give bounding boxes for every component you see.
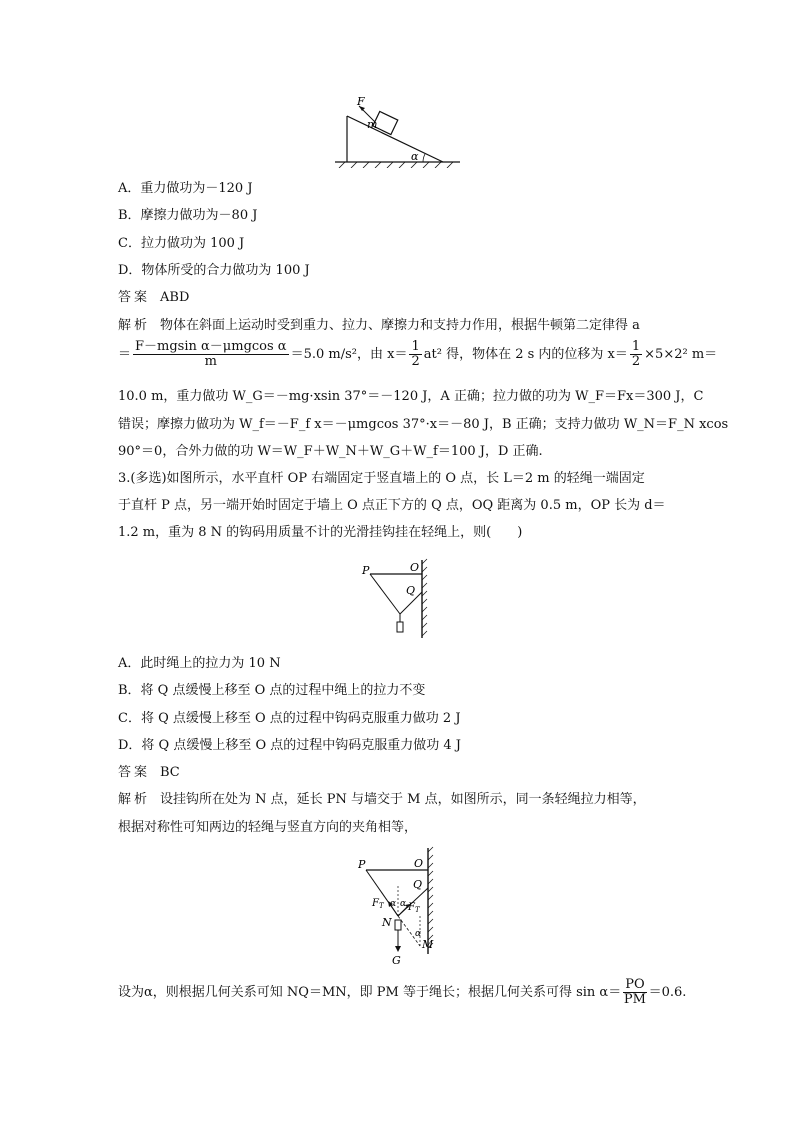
analysis-text: 物体在斜面上运动时受到重力、拉力、摩擦力和支持力作用，根据牛顿第二定律得 a <box>160 318 640 333</box>
rope-figure <box>360 558 440 642</box>
angle-label: α <box>411 150 419 163</box>
equals-sign: ＝ <box>118 347 132 362</box>
gravity-label: G <box>392 954 401 967</box>
angle-label-left: α <box>390 899 397 909</box>
tension-label-left: $F_T$ <box>372 898 384 910</box>
point-n-label: N <box>382 916 392 929</box>
point-o-label: O <box>410 561 420 574</box>
q3-stem-line-2: 于直杆 P 点，另一端开始时固定于墙上 O 点正下方的 Q 点，OQ 距离为 0.5 m，OP 长为 d＝ <box>118 498 666 513</box>
point-q-label: Q <box>413 878 423 891</box>
fraction-numerator: 1 <box>411 339 420 354</box>
q2-option-c: C．拉力做功为 100 J <box>118 236 245 251</box>
analysis-text: ×5×2² m＝ <box>644 347 718 362</box>
half-fraction <box>630 340 642 369</box>
incline-figure <box>335 92 465 168</box>
answer-value: BC <box>160 765 180 780</box>
point-o-label: O <box>414 857 424 870</box>
q2-option-d: D．物体所受的合力做功为 100 J <box>118 263 310 278</box>
point-p-label: P <box>362 564 370 577</box>
q3-analysis-line-1 <box>118 792 646 808</box>
q2-analysis-line-2 <box>118 340 717 370</box>
q2-option-b: B．摩擦力做功为－80 J <box>118 208 258 223</box>
q2-analysis-line-4: 错误；摩擦力做功为 W_f＝－F_f x＝－μmgcos 37°·x＝－80 J，B 正确；支持力做功 W_N＝F_N xcos <box>118 417 729 432</box>
q2-analysis-line-3: 10.0 m，重力做功 W_G＝－mg·xsin 37°＝－120 J，A 正确；拉力做的功为 W_F＝Fx＝300 J，C <box>118 389 704 404</box>
analysis-label: 解析 <box>118 318 151 333</box>
analysis-text: 设挂钩所在处为 N 点，延长 PN 与墙交于 M 点，如图所示，同一条轻绳拉力相等， <box>160 792 646 807</box>
point-p-label: P <box>358 858 366 871</box>
q3-option-c: C．将 Q 点缓慢上移至 O 点的过程中钩码克服重力做功 2 J <box>118 711 461 726</box>
q3-stem-line-3: 1.2 m，重为 8 N 的钩码用质量不计的光滑挂钩挂在轻绳上，则( ) <box>118 525 523 540</box>
q2-option-a: A．重力做功为－120 J <box>118 181 253 196</box>
analysis-text: ＝0.6. <box>648 985 687 1000</box>
sine-fraction <box>623 978 646 1007</box>
angle-label-right: α <box>400 899 407 909</box>
fraction-denominator: 2 <box>411 354 420 369</box>
acceleration-fraction <box>133 340 289 369</box>
q3-option-d: D．将 Q 点缓慢上移至 O 点的过程中钩码克服重力做功 4 J <box>118 738 462 753</box>
half-fraction <box>409 340 421 369</box>
q3-stem-line-1: 3.(多选)如图所示，水平直杆 OP 右端固定于竖直墙上的 O 点，长 L＝2 m 的轻绳一端固定 <box>118 471 645 486</box>
q2-analysis-line-5: 90°＝0，合外力做的功 W＝W_F＋W_N＋W_G＋W_f＝100 J，D 正确. <box>118 444 543 459</box>
tension-label-right: $F_T$ <box>408 902 420 914</box>
force-analysis-figure <box>358 846 448 968</box>
q3-analysis-line-2: 根据对称性可知两边的轻绳与竖直方向的夹角相等， <box>118 820 418 835</box>
fraction-denominator: 2 <box>631 354 641 369</box>
q3-answer <box>118 765 180 781</box>
angle-label-m: α <box>415 929 422 939</box>
analysis-text: ＝5.0 m/s²，由 x＝ <box>290 347 408 362</box>
fraction-numerator: 1 <box>631 339 641 354</box>
q2-answer <box>118 290 189 306</box>
q3-option-a: A．此时绳上的拉力为 10 N <box>118 656 281 671</box>
point-m-label: M <box>422 938 434 951</box>
fraction-numerator: F－mgsin α－μmgcos α <box>135 339 287 354</box>
force-label: F <box>357 95 365 108</box>
fraction-denominator: PM <box>623 992 646 1007</box>
point-q-label: Q <box>406 584 416 597</box>
analysis-text: at² 得，物体在 2 s 内的位移为 x＝ <box>423 347 628 362</box>
q3-option-b: B．将 Q 点缓慢上移至 O 点的过程中绳上的拉力不变 <box>118 683 426 698</box>
q3-analysis-line-3 <box>118 978 686 1008</box>
fraction-numerator: PO <box>625 977 645 992</box>
answer-label: 答案 <box>118 290 151 305</box>
answer-value: ABD <box>160 290 190 305</box>
analysis-label: 解析 <box>118 792 151 807</box>
answer-label: 答案 <box>118 765 151 780</box>
q2-analysis-line-1 <box>118 318 640 334</box>
mass-label: m <box>367 118 378 131</box>
analysis-text: 设为α，则根据几何关系可知 NQ＝MN，即 PM 等于绳长；根据几何关系可得 sin α＝ <box>118 985 622 1000</box>
fraction-denominator: m <box>204 354 217 369</box>
